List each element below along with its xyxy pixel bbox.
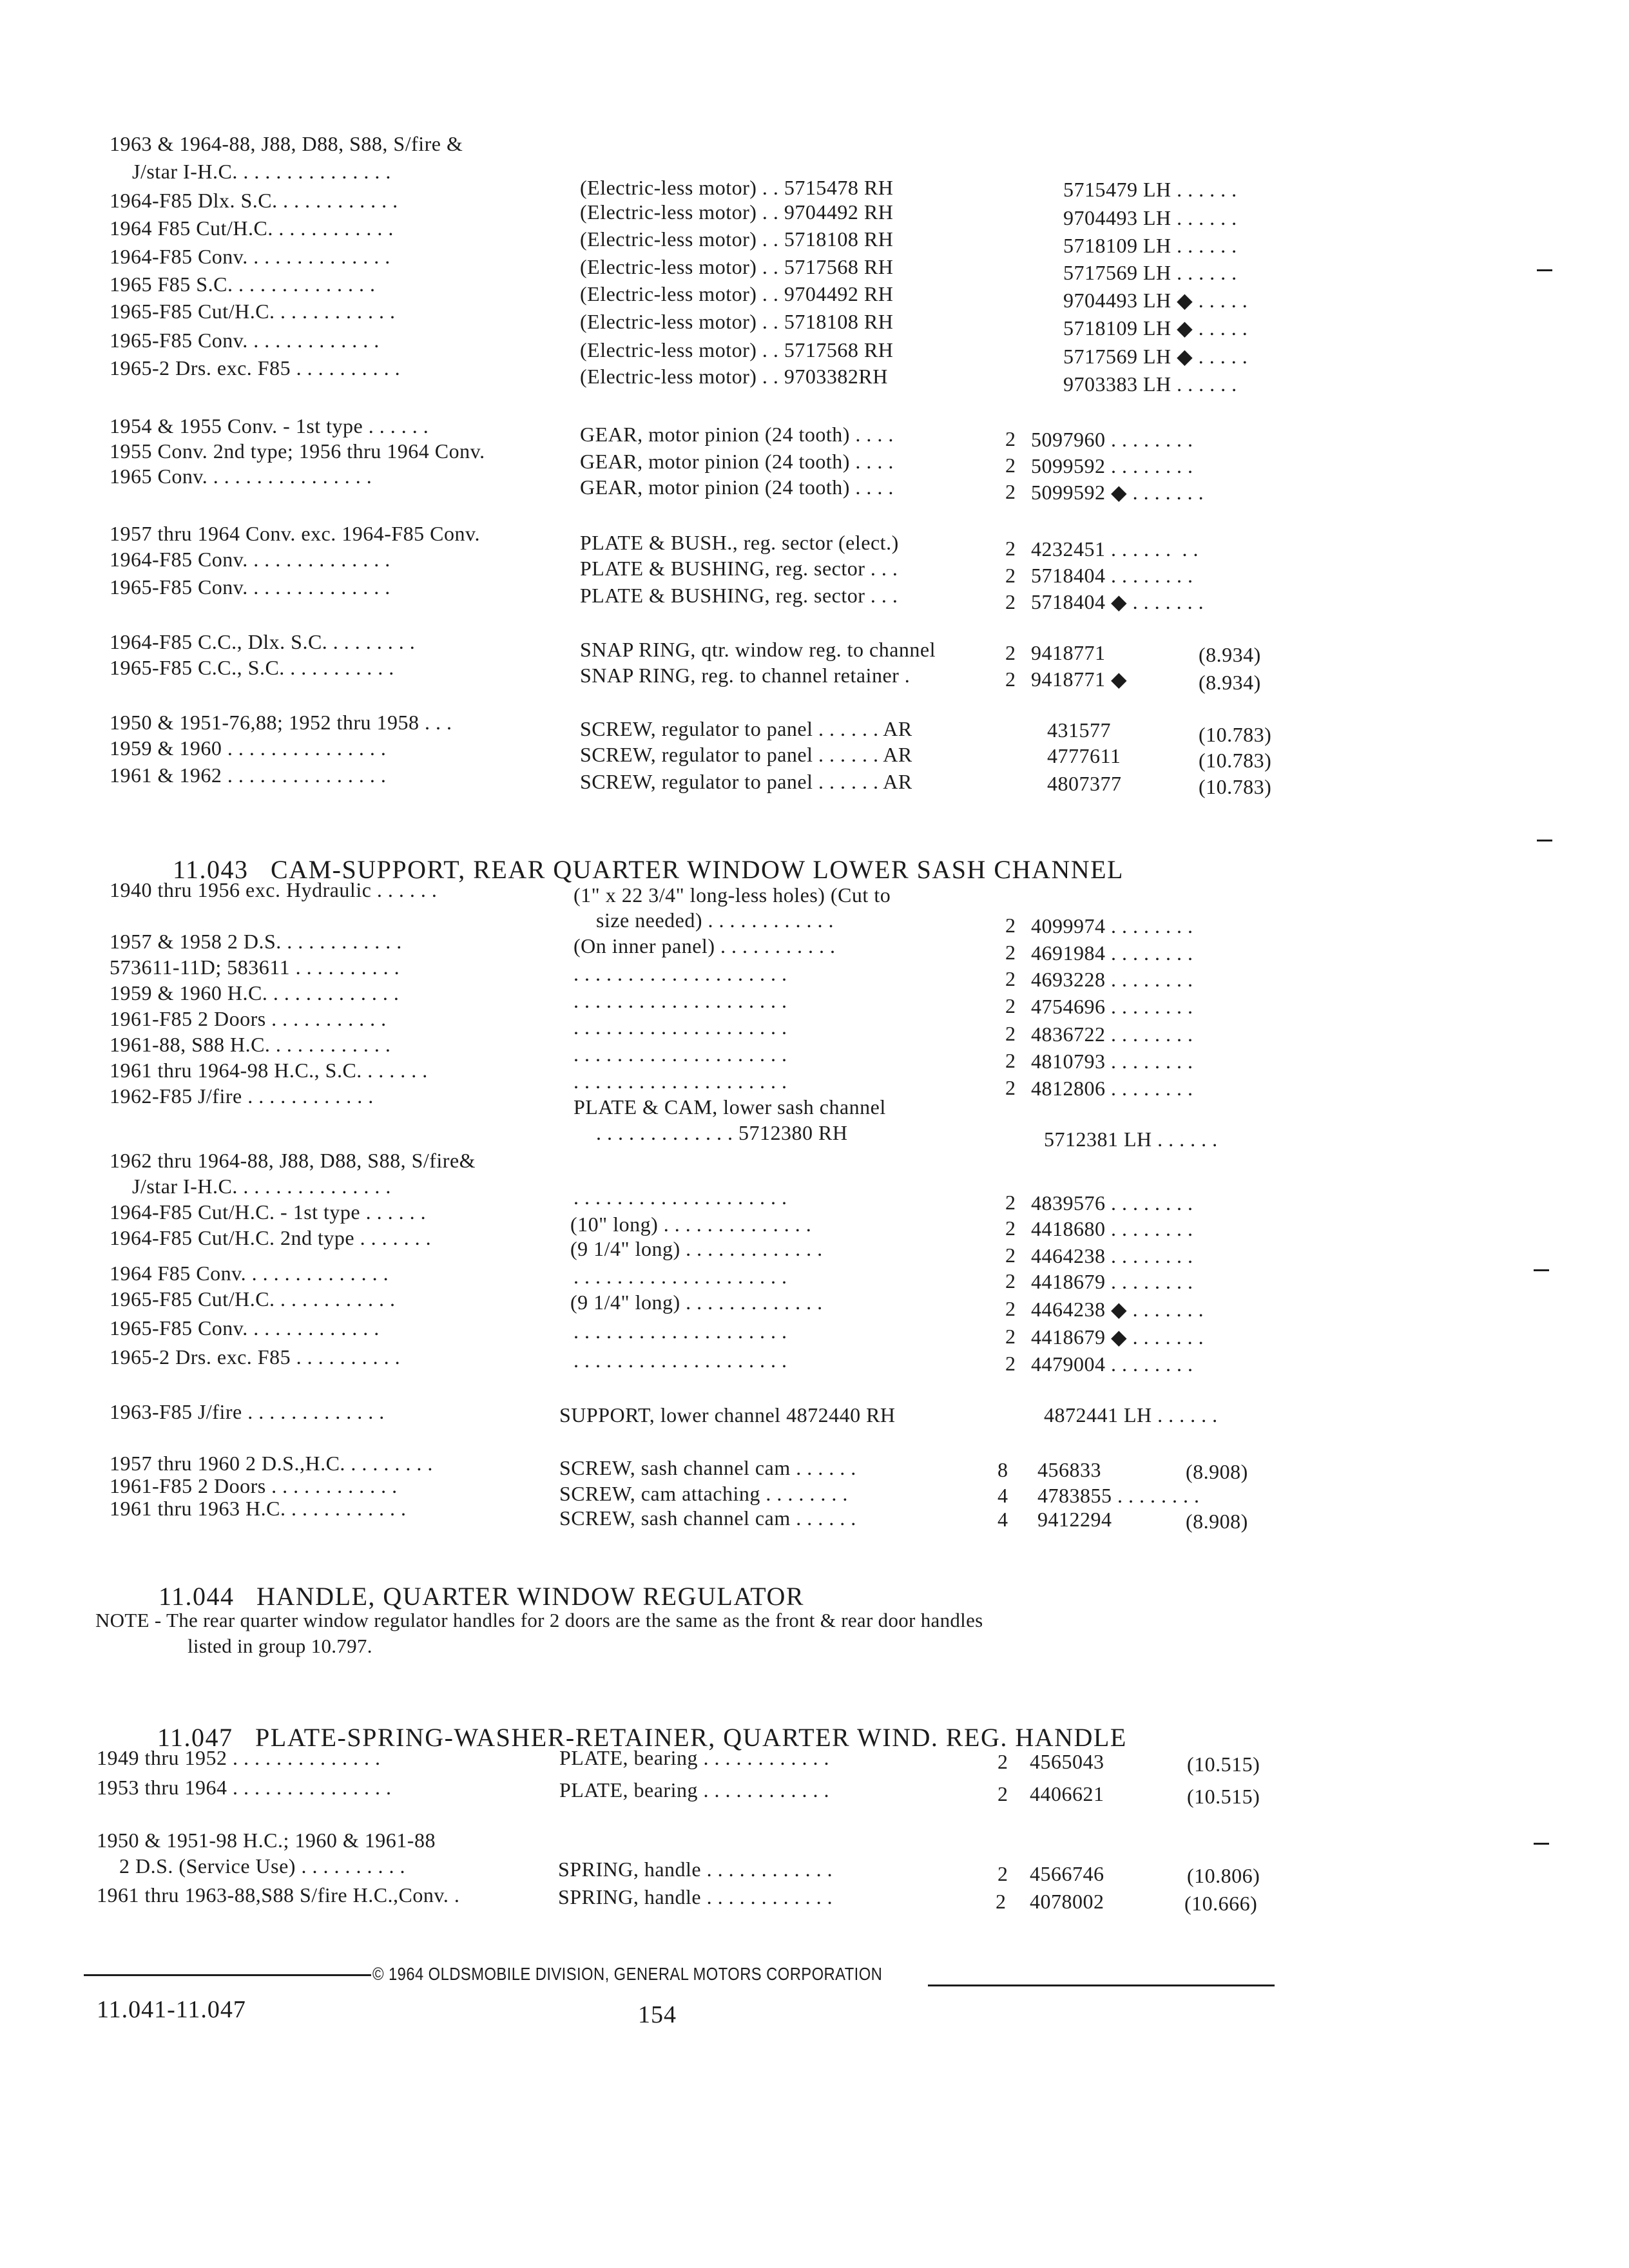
quantity: 2: [1005, 454, 1016, 477]
description: . . . . . . . . . . . . . . . . . . . .: [574, 1070, 787, 1093]
description: (9 1/4" long) . . . . . . . . . . . . .: [570, 1237, 823, 1260]
part-number: 4777611: [1047, 744, 1121, 767]
description: (Electric-less motor) . . 9704492 RH: [580, 200, 894, 224]
part-number-lh: 5715479 LH . . . . . .: [1063, 178, 1237, 201]
description: GEAR, motor pinion (24 tooth) . . . .: [580, 423, 894, 446]
description: (Electric-less motor) . . 5717568 RH: [580, 338, 894, 361]
description: SCREW, cam attaching . . . . . . . .: [559, 1482, 848, 1505]
quantity: 8: [998, 1458, 1008, 1481]
footer-rule-right: [928, 1984, 1275, 1986]
description: (10" long) . . . . . . . . . . . . . .: [570, 1213, 812, 1236]
part-number: 4566746: [1030, 1862, 1104, 1885]
application: J/star I-H.C. . . . . . . . . . . . . . .: [132, 160, 391, 183]
description: GEAR, motor pinion (24 tooth) . . . .: [580, 476, 894, 499]
application: 1965 F85 S.C. . . . . . . . . . . . . .: [110, 273, 376, 296]
quantity: 2: [1005, 914, 1016, 937]
part-number: 4479004 . . . . . . . .: [1031, 1352, 1193, 1376]
description: . . . . . . . . . . . . . . . . . . . .: [574, 1265, 787, 1288]
quantity: 2: [996, 1890, 1007, 1913]
application: 1965-F85 Conv. . . . . . . . . . . . .: [110, 329, 380, 352]
application: 1965-F85 Conv. . . . . . . . . . . . . .: [110, 575, 390, 599]
part-number: 4418679 ◆ . . . . . . .: [1031, 1325, 1204, 1349]
description: (Electric-less motor) . . 5718108 RH: [580, 227, 894, 251]
application: 1950 & 1951-76,88; 1952 thru 1958 . . .: [110, 711, 452, 734]
application: 1965-2 Drs. exc. F85 . . . . . . . . . .: [110, 1345, 401, 1369]
part-number: 4812806 . . . . . . . .: [1031, 1077, 1193, 1100]
part-number-lh: 5718109 LH . . . . . .: [1063, 234, 1237, 257]
application: 1964 F85 Cut/H.C. . . . . . . . . . . .: [110, 216, 394, 240]
description: (Electric-less motor) . . 5717568 RH: [580, 255, 894, 278]
description: . . . . . . . . . . . . . . . . . . . .: [574, 1015, 787, 1039]
quantity: 2: [1005, 967, 1016, 990]
application: 1961 thru 1963 H.C. . . . . . . . . . . .: [110, 1497, 407, 1520]
application: 1965-F85 Cut/H.C. . . . . . . . . . . .: [110, 1287, 396, 1311]
description: SCREW, regulator to panel . . . . . . AR: [580, 717, 912, 740]
application: 1940 thru 1956 exc. Hydraulic . . . . . .: [110, 878, 438, 901]
group-reference: (10.515): [1187, 1753, 1260, 1776]
group-reference: (10.806): [1187, 1864, 1260, 1887]
part-number-lh: 9704493 LH ◆ . . . . .: [1063, 289, 1248, 312]
description-continued: . . . . . . . . . . . . . 5712380 RH: [596, 1121, 848, 1144]
section-title: PLATE-SPRING-WASHER-RETAINER, QUARTER WIND. REG. HANDLE: [255, 1723, 1127, 1752]
group-reference: (10.515): [1187, 1785, 1260, 1808]
note-line: listed in group 10.797.: [188, 1635, 372, 1658]
part-number-lh: 5712381 LH . . . . . .: [1044, 1128, 1218, 1151]
part-number: 4464238 . . . . . . . .: [1031, 1244, 1193, 1267]
part-number: 9418771 ◆: [1031, 668, 1128, 691]
part-number: 5099592 ◆ . . . . . . .: [1031, 481, 1204, 504]
description: (9 1/4" long) . . . . . . . . . . . . .: [570, 1291, 823, 1314]
application: 573611-11D; 583611 . . . . . . . . . .: [110, 956, 400, 979]
group-reference: (8.934): [1199, 643, 1261, 666]
application: 1961 thru 1964-98 H.C., S.C. . . . . . .: [110, 1059, 428, 1082]
application: 1953 thru 1964 . . . . . . . . . . . . . . .: [97, 1776, 392, 1799]
application: 1962-F85 J/fire . . . . . . . . . . . .: [110, 1084, 374, 1108]
group-reference: (10.783): [1199, 749, 1272, 772]
copyright-notice: © 1964 OLDSMOBILE DIVISION, GENERAL MOTORS CORPORATION: [372, 1964, 883, 1984]
quantity: 2: [1005, 1352, 1016, 1375]
application: 1949 thru 1952 . . . . . . . . . . . . . .: [97, 1746, 381, 1769]
part-number-lh: 4872441 LH . . . . . .: [1044, 1403, 1218, 1427]
quantity: 2: [1005, 1022, 1016, 1045]
group-reference: (10.666): [1184, 1892, 1258, 1915]
application: 1957 & 1958 2 D.S. . . . . . . . . . . .: [110, 930, 402, 953]
part-number: 4078002: [1030, 1890, 1104, 1913]
application: 1963 & 1964-88, J88, D88, S88, S/fire &: [110, 132, 463, 155]
part-number-lh: 5717569 LH ◆ . . . . .: [1063, 345, 1248, 368]
note: [95, 1608, 1500, 1660]
quantity: 4: [998, 1508, 1008, 1531]
description: PLATE, bearing . . . . . . . . . . . .: [559, 1778, 829, 1802]
application: 1964-F85 C.C., Dlx. S.C. . . . . . . . .: [110, 630, 416, 653]
description: (On inner panel) . . . . . . . . . . .: [574, 934, 836, 957]
description: (Electric-less motor) . . 5718108 RH: [580, 310, 894, 333]
application: 1959 & 1960 H.C. . . . . . . . . . . . .: [110, 981, 400, 1004]
description: SCREW, sash channel cam . . . . . .: [559, 1456, 856, 1479]
description: (1" x 22 3/4" long-less holes) (Cut to: [574, 883, 891, 907]
section-number: 11.047: [157, 1723, 233, 1752]
application: J/star I-H.C. . . . . . . . . . . . . . .: [132, 1175, 391, 1198]
quantity: 2: [1005, 1049, 1016, 1072]
part-number: 431577: [1047, 718, 1111, 742]
part-number: 4464238 ◆ . . . . . . .: [1031, 1298, 1204, 1321]
application: 1957 thru 1964 Conv. exc. 1964-F85 Conv.: [110, 522, 480, 545]
group-reference: (10.783): [1199, 775, 1272, 798]
margin-mark: [1534, 1269, 1549, 1271]
application: 1964 F85 Conv. . . . . . . . . . . . . .: [110, 1262, 389, 1285]
description: (Electric-less motor) . . 9704492 RH: [580, 282, 894, 305]
part-number-lh: 9703383 LH . . . . . .: [1063, 372, 1237, 396]
part-number: 4783855 . . . . . . . .: [1037, 1484, 1200, 1507]
part-number: 5099592 . . . . . . . .: [1031, 454, 1193, 477]
application: 1950 & 1951-98 H.C.; 1960 & 1961-88: [97, 1829, 436, 1852]
group-range: 11.041-11.047: [97, 1996, 246, 2023]
description: PLATE & CAM, lower sash channel: [574, 1095, 886, 1119]
quantity: 2: [1005, 590, 1016, 613]
part-number: 4565043: [1030, 1750, 1104, 1773]
quantity: 2: [1005, 641, 1016, 664]
margin-mark: [1537, 269, 1552, 271]
quantity: 2: [1005, 480, 1016, 503]
application: 1961 thru 1963-88,S88 S/fire H.C.,Conv. .: [97, 1883, 460, 1907]
section-title: CAM-SUPPORT, REAR QUARTER WINDOW LOWER SASH CHANNEL: [271, 855, 1124, 884]
application: 1964-F85 Conv. . . . . . . . . . . . . .: [110, 548, 390, 571]
description: SCREW, sash channel cam . . . . . .: [559, 1506, 856, 1530]
application: 1957 thru 1960 2 D.S.,H.C. . . . . . . . .: [110, 1452, 433, 1475]
application: 1962 thru 1964-88, J88, D88, S88, S/fire&: [110, 1149, 476, 1172]
footer-rule-left: [84, 1974, 371, 1976]
description: PLATE & BUSHING, reg. sector . . .: [580, 584, 898, 607]
section-number: 11.043: [173, 855, 249, 884]
description: . . . . . . . . . . . . . . . . . . . .: [574, 989, 787, 1012]
quantity: 2: [1005, 1269, 1016, 1293]
group-reference: (8.908): [1186, 1460, 1248, 1483]
part-number: 4754696 . . . . . . . .: [1031, 995, 1193, 1018]
application: 1955 Conv. 2nd type; 1956 thru 1964 Conv.: [110, 439, 485, 463]
application: 1964-F85 Dlx. S.C. . . . . . . . . . . .: [110, 189, 398, 212]
quantity: 2: [1005, 1325, 1016, 1348]
application: 1965-F85 Conv. . . . . . . . . . . . .: [110, 1316, 380, 1340]
quantity: 2: [1005, 1297, 1016, 1320]
part-number: 9418771: [1031, 641, 1106, 664]
description-continued: size needed) . . . . . . . . . . . .: [596, 908, 834, 932]
application: 2 D.S. (Service Use) . . . . . . . . . .: [119, 1854, 405, 1878]
description: SPRING, handle . . . . . . . . . . . .: [558, 1885, 833, 1908]
quantity: 2: [998, 1862, 1008, 1885]
part-number: 5097960 . . . . . . . .: [1031, 428, 1193, 451]
description: SPRING, handle . . . . . . . . . . . .: [558, 1858, 833, 1881]
description: . . . . . . . . . . . . . . . . . . . .: [574, 1320, 787, 1343]
application: 1961-F85 2 Doors . . . . . . . . . . . .: [110, 1474, 398, 1497]
part-number: 4839576 . . . . . . . .: [1031, 1191, 1193, 1215]
margin-mark: [1534, 1843, 1549, 1845]
application: 1961 & 1962 . . . . . . . . . . . . . . .: [110, 764, 387, 787]
quantity: 4: [998, 1484, 1008, 1507]
application: 1961-88, S88 H.C. . . . . . . . . . . .: [110, 1033, 391, 1056]
application: 1964-F85 Cut/H.C. 2nd type . . . . . . .: [110, 1226, 432, 1249]
description: GEAR, motor pinion (24 tooth) . . . .: [580, 450, 894, 473]
quantity: 2: [1005, 1191, 1016, 1214]
group-reference: (8.908): [1186, 1510, 1248, 1533]
description: PLATE, bearing . . . . . . . . . . . .: [559, 1746, 829, 1769]
part-number: 4418680 . . . . . . . .: [1031, 1217, 1193, 1240]
description: PLATE & BUSH., reg. sector (elect.): [580, 531, 899, 554]
description: SUPPORT, lower channel 4872440 RH: [559, 1403, 896, 1427]
application: 1965 Conv. . . . . . . . . . . . . . . .: [110, 465, 372, 488]
quantity: 2: [1005, 427, 1016, 450]
group-reference: (10.783): [1199, 723, 1272, 746]
part-number: 5718404 ◆ . . . . . . .: [1031, 590, 1204, 613]
description: . . . . . . . . . . . . . . . . . . . .: [574, 1186, 787, 1209]
part-number: 4810793 . . . . . . . .: [1031, 1050, 1193, 1073]
application: 1965-2 Drs. exc. F85 . . . . . . . . . .: [110, 356, 401, 380]
quantity: 2: [1005, 537, 1016, 560]
quantity: 2: [998, 1782, 1008, 1805]
part-number-lh: 5718109 LH ◆ . . . . .: [1063, 316, 1248, 340]
application: 1963-F85 J/fire . . . . . . . . . . . . .: [110, 1400, 385, 1423]
part-number-lh: 9704493 LH . . . . . .: [1063, 206, 1237, 229]
part-number: 4232451 . . . . . . . .: [1031, 537, 1199, 561]
quantity: 2: [1005, 941, 1016, 964]
description: . . . . . . . . . . . . . . . . . . . .: [574, 1349, 787, 1372]
quantity: 2: [1005, 1216, 1016, 1240]
part-number: 4691984 . . . . . . . .: [1031, 941, 1193, 965]
description: PLATE & BUSHING, reg. sector . . .: [580, 557, 898, 580]
quantity: 2: [998, 1750, 1008, 1773]
part-number: 4418679 . . . . . . . .: [1031, 1270, 1193, 1293]
description: SCREW, regulator to panel . . . . . . AR: [580, 743, 912, 766]
application: 1965-F85 Cut/H.C. . . . . . . . . . . .: [110, 300, 396, 323]
description: SCREW, regulator to panel . . . . . . AR: [580, 770, 912, 793]
description: . . . . . . . . . . . . . . . . . . . .: [574, 1043, 787, 1066]
description: SNAP RING, qtr. window reg. to channel: [580, 638, 936, 661]
part-number: 5718404 . . . . . . . .: [1031, 564, 1193, 587]
section-title: HANDLE, QUARTER WINDOW REGULATOR: [256, 1582, 805, 1611]
part-number: 9412294: [1037, 1508, 1112, 1531]
group-reference: (8.934): [1199, 671, 1261, 694]
quantity: 2: [1005, 1076, 1016, 1099]
quantity: 2: [1005, 1244, 1016, 1267]
description: . . . . . . . . . . . . . . . . . . . .: [574, 962, 787, 985]
application: 1964-F85 Cut/H.C. - 1st type . . . . . .: [110, 1200, 427, 1224]
application: 1964-F85 Conv. . . . . . . . . . . . . .: [110, 245, 390, 268]
quantity: 2: [1005, 994, 1016, 1017]
part-number: 4406621: [1030, 1782, 1104, 1805]
quantity: 2: [1005, 564, 1016, 587]
part-number: 4836722 . . . . . . . .: [1031, 1023, 1193, 1046]
application: 1959 & 1960 . . . . . . . . . . . . . . .: [110, 736, 387, 760]
part-number: 4807377: [1047, 772, 1122, 795]
part-number-lh: 5717569 LH . . . . . .: [1063, 261, 1237, 284]
margin-mark: [1537, 840, 1552, 841]
description: (Electric-less motor) . . 5715478 RH: [580, 176, 894, 199]
note-line: NOTE - The rear quarter window regulator handles for 2 doors are the same as the front & rear door handles: [95, 1609, 983, 1631]
application: 1961-F85 2 Doors . . . . . . . . . . .: [110, 1007, 387, 1030]
page-number: 154: [638, 2001, 677, 2028]
section-number: 11.044: [159, 1582, 235, 1611]
part-number: 4099974 . . . . . . . .: [1031, 914, 1193, 937]
part-number: 456833: [1037, 1458, 1101, 1481]
application: 1965-F85 C.C., S.C. . . . . . . . . . .: [110, 656, 394, 679]
description: SNAP RING, reg. to channel retainer .: [580, 664, 911, 687]
quantity: 2: [1005, 668, 1016, 691]
application: 1954 & 1955 Conv. - 1st type . . . . . .: [110, 414, 429, 437]
description: (Electric-less motor) . . 9703382RH: [580, 365, 888, 388]
part-number: 4693228 . . . . . . . .: [1031, 968, 1193, 991]
